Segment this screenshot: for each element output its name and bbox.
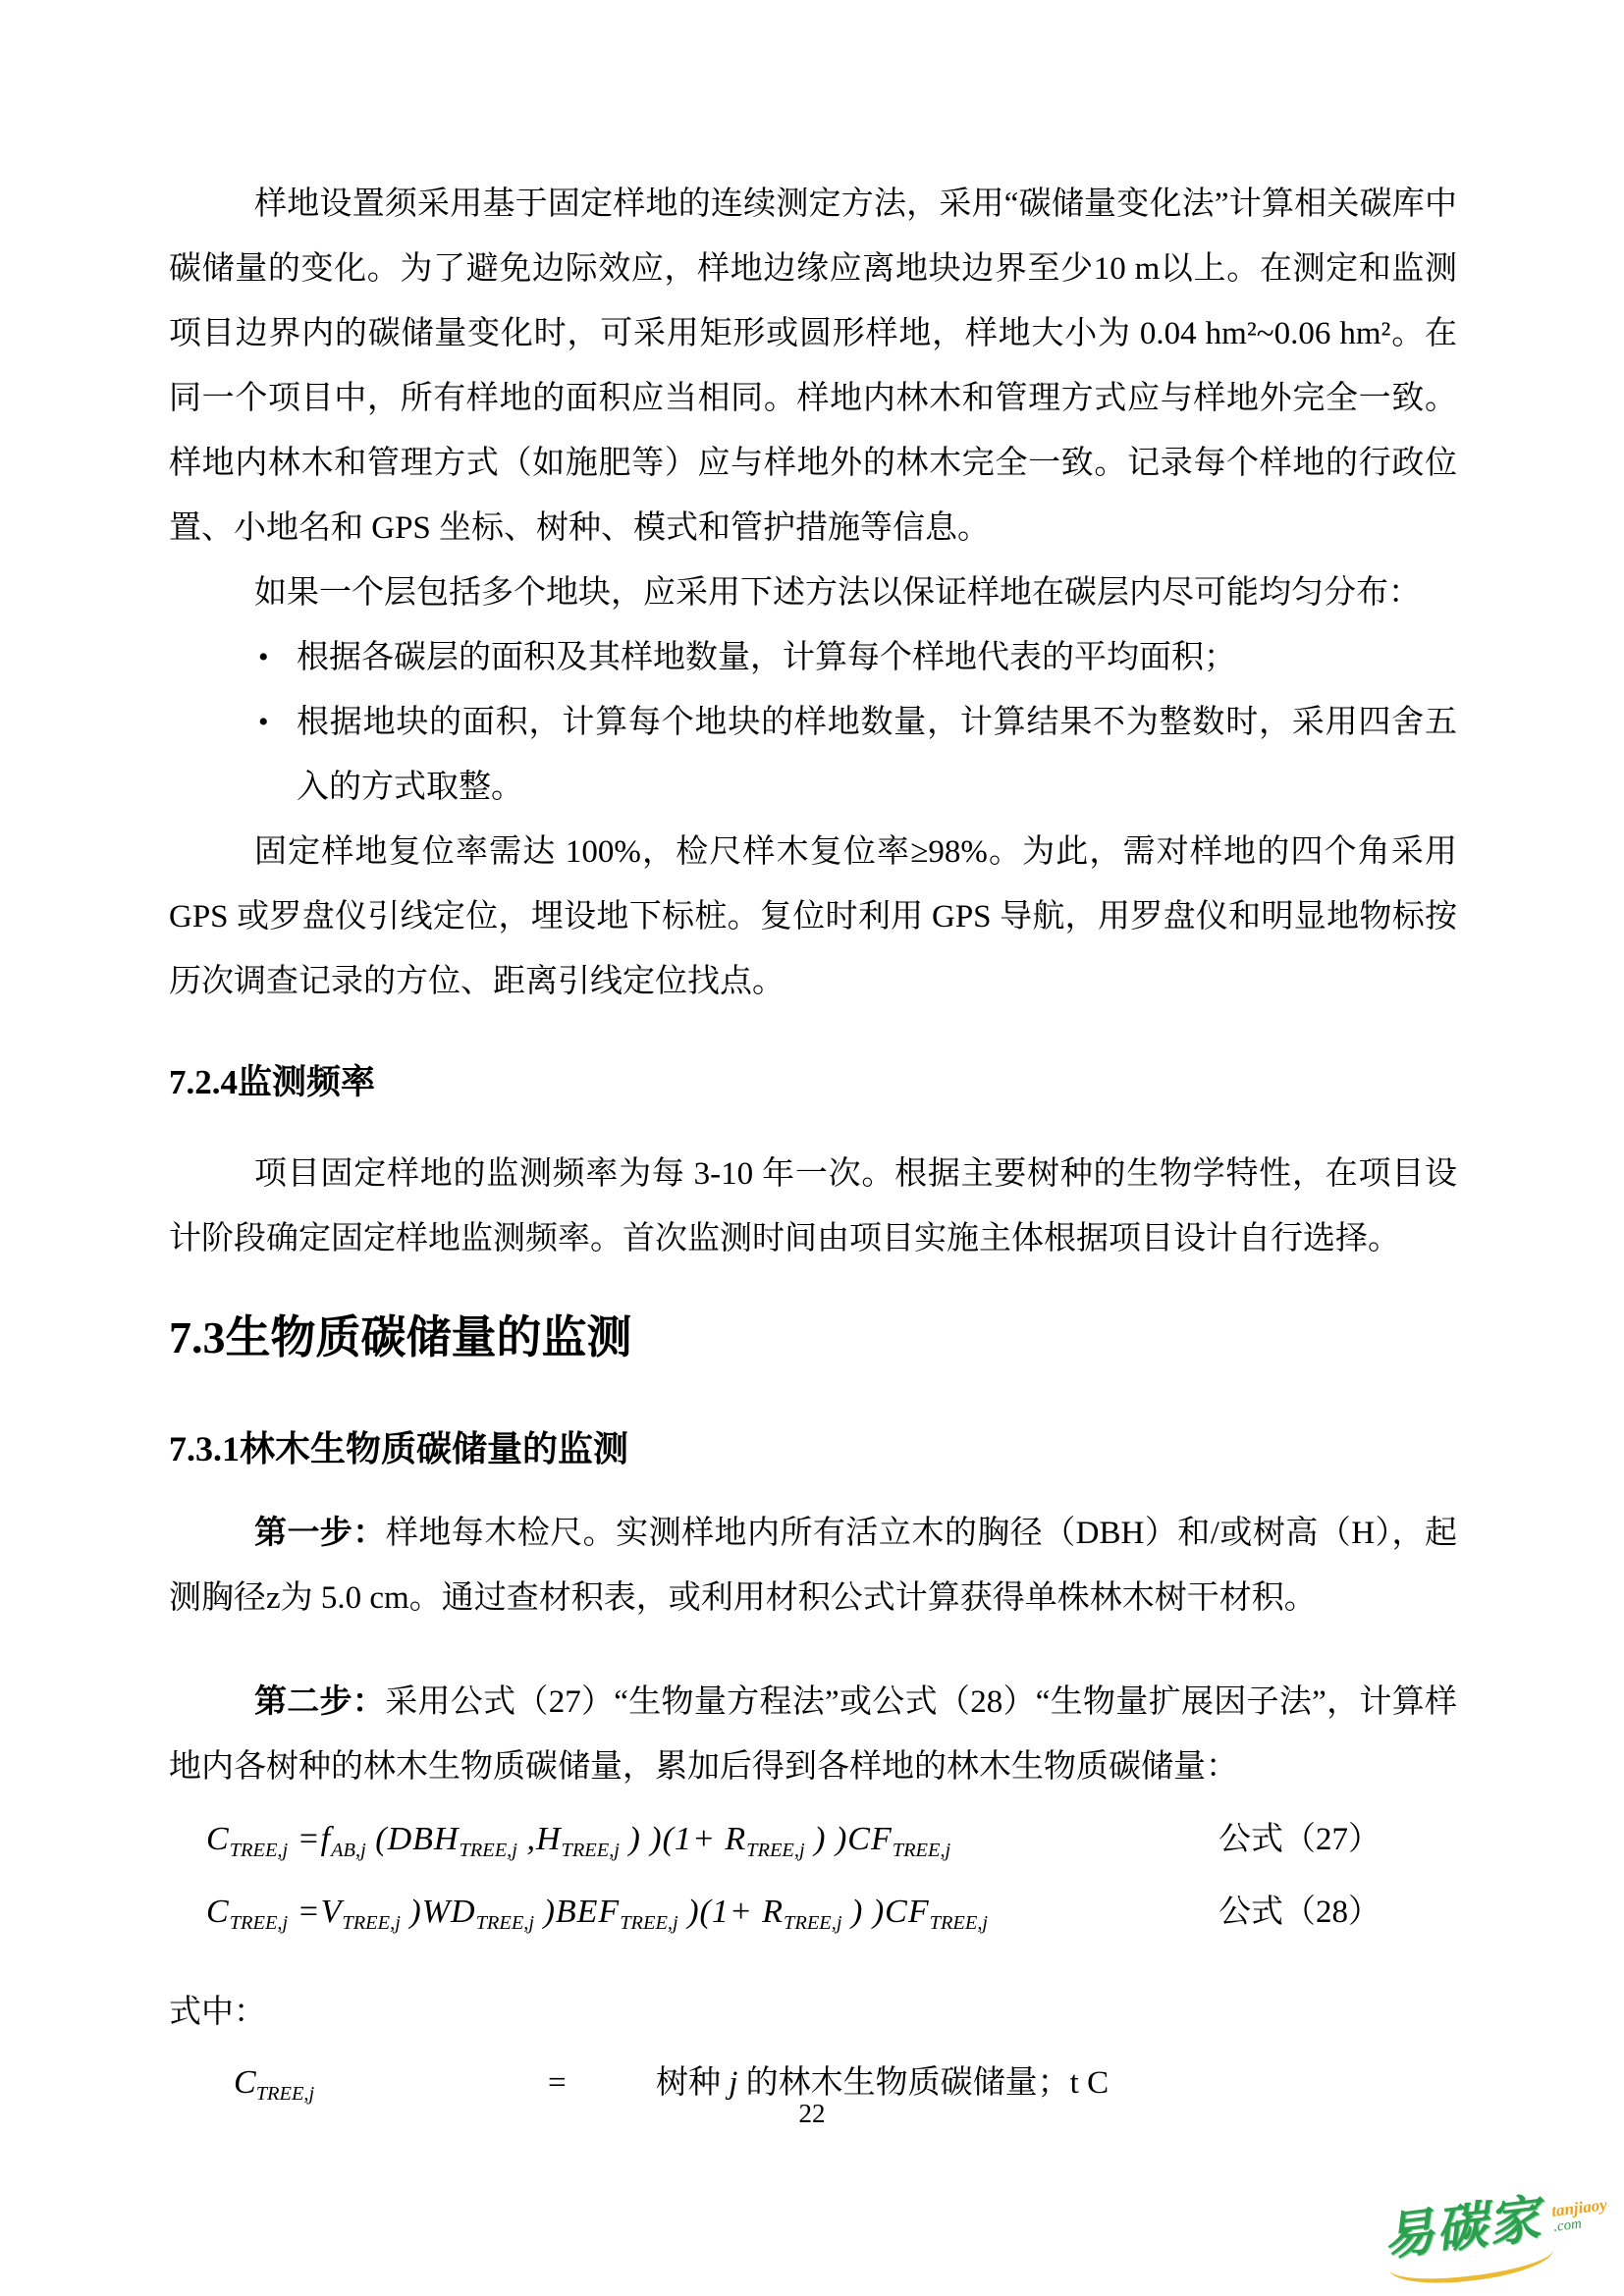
page-number: 22 [798, 2099, 826, 2128]
definition-equals: = [548, 2065, 567, 2101]
bullet-item-average-area: • 根据各碳层的面积及其样地数量，计算每个样地代表的平均面积； [169, 625, 1457, 690]
step1-text: 样地每木检尺。实测样地内所有活立木的胸径（DBH）和/或树高（H），起测胸径z为 5.0 cm。通过查材积表，或利用材积公式计算获得单株林木树干材积。 [169, 1516, 1457, 1616]
watermark-brand-text: 易碳家 [1380, 2191, 1545, 2267]
definition-description-pre: 树种 [656, 2065, 730, 2101]
where-label: 式中： [169, 1995, 266, 2030]
paragraph-step1 [169, 1501, 1457, 1630]
watermark-domain-line1: tanjiaoy [1550, 2195, 1608, 2220]
paragraph-step2 [169, 1670, 1457, 1799]
step2-label: 第二步： [254, 1684, 386, 1720]
watermark-logo [1380, 2178, 1615, 2296]
equation-28-formula: $C_{TREE,j} =V_{TREE,j}$ )$WD_{TREE,j}$ )$BEF_{TREE,j}$ )($1+ R_{TREE,j}$ ) )$CF_{TREE,j}$ [206, 1894, 989, 1935]
definition-description-post: 的林木生物质碳储量；t C [737, 2065, 1110, 2101]
heading-7-3: 7.3生物质碳储量的监测 [169, 1312, 632, 1362]
definition-description-variable: j [729, 2065, 738, 2101]
equation-27-label: 公式（27） [1218, 1822, 1380, 1857]
paragraph-stratum-plots: 如果一个层包括多个地块，应采用下述方法以保证样地在碳层内尽可能均匀分布： [254, 575, 1421, 611]
equation-27-formula: $C_{TREE,j} =f_{AB,j}$ ($DBH_{TREE,j}$ $,H_{TREE,j}$ ) )($1+ R_{TREE,j}$ ) )$CF_{TREE,j}$ [206, 1821, 951, 1862]
equation-28-label: 公式（28） [1218, 1895, 1380, 1930]
heading-7-2-4: 7.2.4监测频率 [169, 1063, 376, 1101]
definition-term: $C_{TREE,j}$ [234, 2064, 315, 2106]
step2-text: 采用公式（27）“生物量方程法”或公式（28）“生物量扩展因子法”，计算样地内各树种的林木生物质碳储量，累加后得到各样地的林木生物质碳储量： [169, 1684, 1457, 1785]
heading-7-3-1: 7.3.1林木生物质碳储量的监测 [169, 1429, 629, 1468]
watermark-domain-line2: .com [1552, 2216, 1583, 2235]
step1-label: 第一步： [254, 1516, 386, 1551]
paragraph-relocation-rate: 固定样地复位率需达 100%，检尺样木复位率≥98%。为此，需对样地的四个角采用 GPS 或罗盘仪引线定位，埋设地下标桩。复位时利用 GPS 导航，用罗盘仪和明显地物标按历次调查记录的方位、距离引线定位找点。 [169, 834, 1457, 999]
equation-27-row [169, 1813, 1457, 1884]
paragraph-monitoring-frequency: 项目固定样地的监测频率为每 3-10 年一次。根据主要树种的生物学特性，在项目设计阶段确定固定样地监测频率。首次监测时间由项目实施主体根据项目设计自行选择。 [169, 1156, 1457, 1256]
bullet-list [169, 625, 1457, 820]
paragraph-plot-setup: 样地设置须采用基于固定样地的连续测定方法，采用“碳储量变化法”计算相关碳库中碳储量的变化。为了避免边际效应，样地边缘应离地块边界至少10 m以上。在测定和监测项目边界内的碳储量变化时，可采用矩形或圆形样地，样地大小为 0.04 hm²~0.06 hm²。在同一个项目中，所有样地的面积应当相同。样地内林木和管理方式应与样地外完全一致。样地内林木和管理方式（如施肥等）应与样地外的林木完全一致。记录每个样地的行政位置、小地名和 GPS 坐标、树种、模式和管护措施等信息。 [169, 187, 1457, 546]
watermark-domain-text [1550, 2196, 1609, 2236]
bullet-item-rounding: • 根据地块的面积，计算每个地块的样地数量，计算结果不为整数时，采用四舍五入的方式取整。 [169, 690, 1457, 820]
equation-28-row [169, 1886, 1457, 1956]
